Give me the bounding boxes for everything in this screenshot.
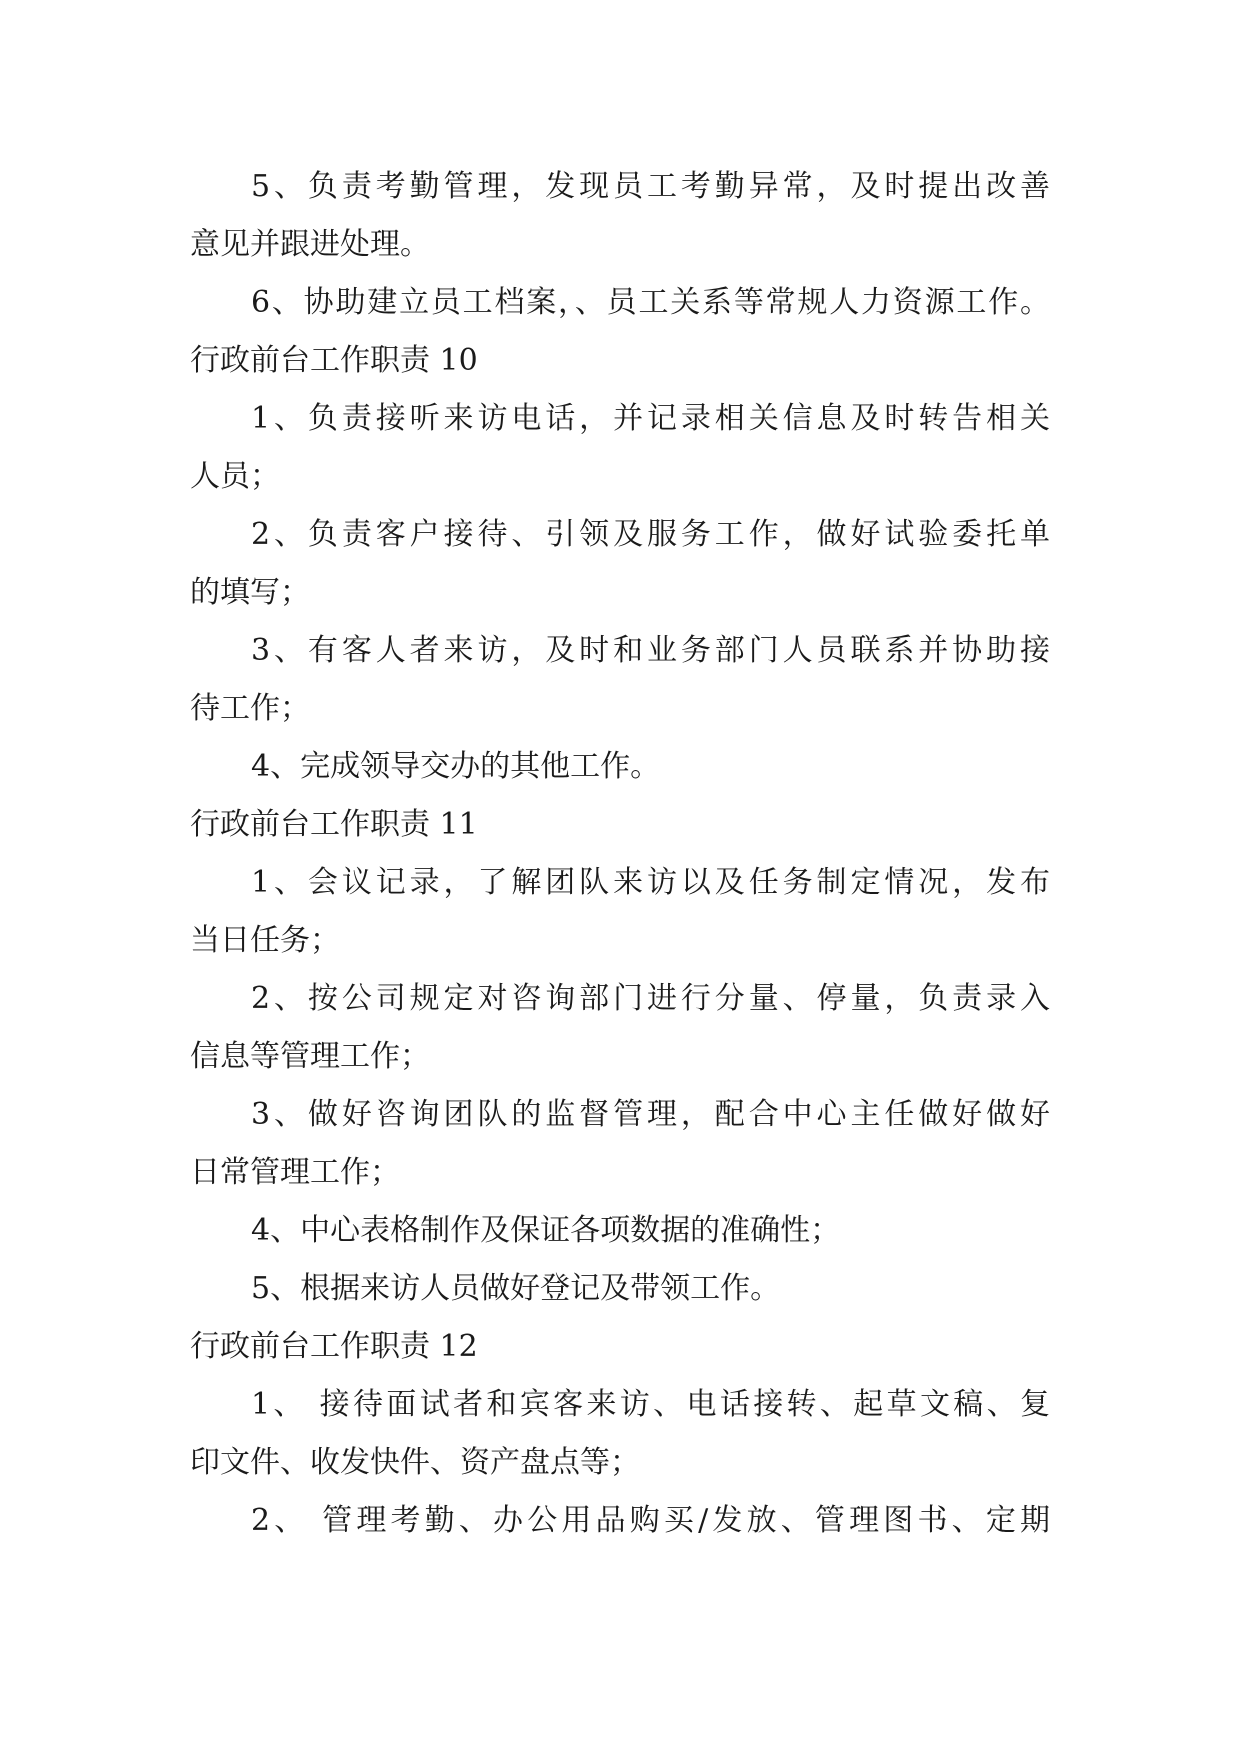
- text-line: 待工作；: [190, 691, 310, 726]
- document-body: [190, 158, 1050, 1550]
- text-line: 1、会议记录，了解团队来访以及任务制定情况，发布: [251, 865, 1050, 900]
- text-line: 2、 管理考勤、办公用品购买/发放、管理图书、定期: [251, 1503, 1050, 1538]
- text-line: 意见并跟进处理。: [190, 227, 430, 262]
- text-line: 5、根据来访人员做好登记及带领工作。: [251, 1271, 781, 1306]
- text-line: 5、负责考勤管理，发现员工考勤异常，及时提出改善: [251, 169, 1050, 204]
- text-line: 1、 接待面试者和宾客来访、电话接转、起草文稿、复: [251, 1387, 1050, 1422]
- text-line: 3、做好咨询团队的监督管理，配合中心主任做好做好: [251, 1097, 1050, 1132]
- text-line: 4、完成领导交办的其他工作。: [251, 749, 661, 784]
- text-line: 人员；: [190, 459, 280, 494]
- text-line: 1、负责接听来访电话，并记录相关信息及时转告相关: [251, 401, 1050, 436]
- section-heading: 行政前台工作职责 11: [190, 807, 478, 842]
- section-heading: 行政前台工作职责 10: [190, 343, 478, 378]
- text-line: 4、中心表格制作及保证各项数据的准确性；: [251, 1213, 841, 1248]
- text-line: 2、按公司规定对咨询部门进行分量、停量，负责录入: [251, 981, 1050, 1016]
- section-heading: 行政前台工作职责 12: [190, 1329, 478, 1364]
- text-line: 信息等管理工作；: [190, 1039, 430, 1074]
- text-line: 2、负责客户接待、引领及服务工作，做好试验委托单: [251, 517, 1050, 552]
- text-line: 3、有客人者来访，及时和业务部门人员联系并协助接: [251, 633, 1050, 668]
- text-line: 印文件、收发快件、资产盘点等；: [190, 1445, 640, 1480]
- text-line: 6、协助建立员工档案，、员工关系等常规人力资源工作。: [251, 285, 1050, 320]
- text-line: 的填写；: [190, 575, 310, 610]
- text-line: 当日任务；: [190, 923, 340, 958]
- text-line: 日常管理工作；: [190, 1155, 400, 1190]
